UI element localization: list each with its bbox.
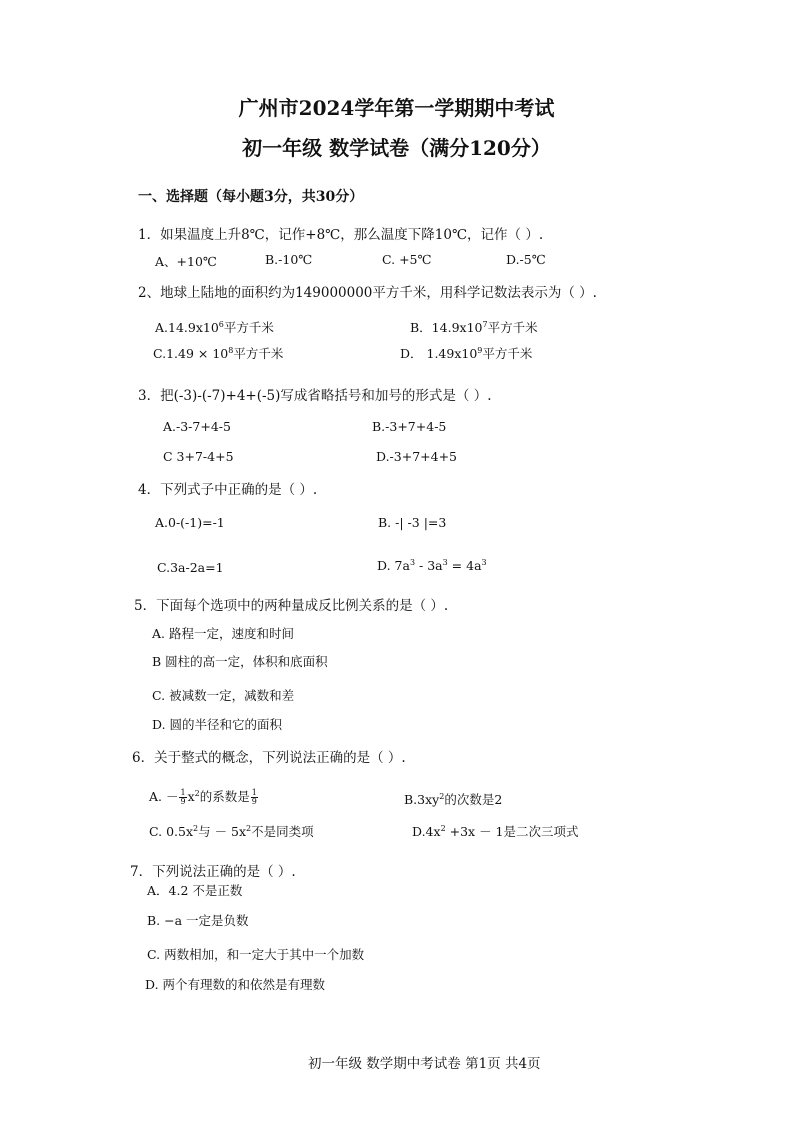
q2-b-base: B．14.9x10 bbox=[410, 320, 483, 335]
q4-option-d bbox=[377, 558, 487, 573]
q7-option-b: B. −a 一定是负数 bbox=[147, 913, 249, 928]
q4-option-a: A.0-(-1)=-1 bbox=[155, 515, 225, 530]
q4-option-b: B. -| -3 |=3 bbox=[378, 515, 447, 530]
question-2-stem: 2、地球上陆地的面积约为149000000平方千米，用科学记数法表示为（ ）. bbox=[138, 285, 597, 301]
q6-option-b bbox=[404, 790, 502, 808]
q3-option-b: B.-3+7+4-5 bbox=[372, 419, 447, 434]
q2-c-unit: 平方千米 bbox=[233, 346, 284, 361]
question-7-stem: 7．下列说法正确的是（ ）. bbox=[130, 864, 296, 880]
q6-a-fraction-1: $\frac{1}{9}$ bbox=[180, 788, 186, 806]
q6-option-a bbox=[149, 787, 259, 806]
q3-option-d: D.-3+7+4+5 bbox=[376, 449, 458, 464]
q2-option-c bbox=[153, 344, 283, 362]
question-3-stem: 3．把(-3)-(-7)+4+(-5)写成省略括号和加号的形式是（ ）. bbox=[138, 388, 492, 404]
q2-option-b bbox=[410, 318, 538, 336]
q4-d-part1: D. 7a bbox=[377, 558, 410, 574]
q6-option-d bbox=[412, 822, 579, 840]
q4-d-part2: - 3a bbox=[415, 558, 443, 574]
section-heading: 一、选择题（每小题3分，共30分） bbox=[138, 189, 364, 205]
q6-a-text: 的系数是 bbox=[199, 789, 250, 804]
q2-a-unit: 平方千米 bbox=[223, 320, 274, 335]
q6-c-part1: C. 0.5x bbox=[149, 824, 193, 839]
page-footer: 初一年级 数学期中考试卷 第1页 共4页 bbox=[308, 1056, 541, 1072]
q5-option-c: C. 被减数一定，减数和差 bbox=[152, 688, 295, 703]
q4-d-exp2: 3 bbox=[442, 558, 448, 567]
q2-c-base: C.1.49 × 10 bbox=[153, 346, 229, 361]
q2-d-base: D． 1.49x10 bbox=[400, 346, 478, 361]
q4-d-exp1: 3 bbox=[409, 558, 416, 567]
q6-b-exp: 2 bbox=[439, 791, 445, 801]
q2-b-unit: 平方千米 bbox=[487, 320, 538, 335]
question-4-stem: 4．下列式子中正确的是（ ）. bbox=[138, 482, 318, 498]
q2-option-d bbox=[400, 344, 532, 362]
exam-subtitle: 初一年级 数学试卷（满分120分） bbox=[242, 136, 551, 160]
q2-a-exp: 6 bbox=[218, 319, 224, 329]
q6-d-exp: 2 bbox=[440, 823, 446, 833]
q4-d-exp3: 3 bbox=[481, 558, 487, 567]
q6-a-exp: 2 bbox=[194, 788, 200, 798]
q6-c-part2: 与 － 5x bbox=[198, 824, 247, 839]
q6-c-exp1: 2 bbox=[193, 823, 199, 833]
q2-d-exp: 9 bbox=[477, 345, 483, 355]
question-6-stem: 6．关于整式的概念，下列说法正确的是（ ）. bbox=[132, 750, 406, 766]
q2-b-exp: 7 bbox=[482, 319, 488, 329]
q6-d-part1: D.4x bbox=[412, 824, 441, 839]
q6-option-c bbox=[149, 822, 314, 840]
q6-b-part2: 的次数是2 bbox=[444, 792, 503, 807]
q4-option-c: C.3a-2a=1 bbox=[157, 560, 224, 575]
q2-a-base: A.14.9x10 bbox=[155, 320, 219, 335]
q6-a-var: x bbox=[187, 789, 195, 804]
q1-option-b: B.-10℃ bbox=[265, 252, 313, 267]
question-5-stem: 5．下面每个选项中的两种量成反比例关系的是（ ）. bbox=[134, 598, 449, 614]
question-1-stem: 1．如果温度上升8℃，记作+8℃，那么温度下降10℃，记作（ ）. bbox=[138, 227, 544, 243]
q6-a-prefix: A. － bbox=[149, 789, 179, 804]
q7-option-a: A．4.2 不是正数 bbox=[147, 883, 243, 898]
q6-a-fraction-2: $\frac{1}{9}$ bbox=[251, 788, 257, 806]
q6-c-exp2: 2 bbox=[246, 823, 252, 833]
q7-option-c: C. 两数相加，和一定大于其中一个加数 bbox=[147, 947, 365, 962]
q2-d-unit: 平方千米 bbox=[482, 346, 533, 361]
q6-b-part1: B.3xy bbox=[404, 792, 440, 807]
q7-option-d: D. 两个有理数的和依然是有理数 bbox=[145, 977, 326, 992]
q6-d-part2: +3x － 1是二次三项式 bbox=[445, 824, 579, 839]
q5-option-b: B 圆柱的高一定，体积和底面积 bbox=[152, 654, 328, 669]
q5-option-d: D. 圆的半径和它的面积 bbox=[152, 717, 283, 732]
q3-option-c: C 3+7-4+5 bbox=[163, 449, 234, 464]
q1-option-d: D.-5℃ bbox=[506, 252, 546, 267]
q4-d-part3: = 4a bbox=[447, 558, 482, 574]
q6-c-part3: 不是同类项 bbox=[251, 824, 314, 839]
q5-option-a: A. 路程一定，速度和时间 bbox=[152, 626, 294, 641]
q1-option-c: C. +5℃ bbox=[382, 252, 432, 267]
exam-title: 广州市2024学年第一学期期中考试 bbox=[238, 96, 555, 120]
q2-option-a bbox=[155, 318, 274, 336]
q2-c-exp: 8 bbox=[228, 345, 234, 355]
q3-option-a: A.-3-7+4-5 bbox=[163, 419, 231, 434]
q1-option-a: A、+10℃ bbox=[155, 254, 217, 269]
